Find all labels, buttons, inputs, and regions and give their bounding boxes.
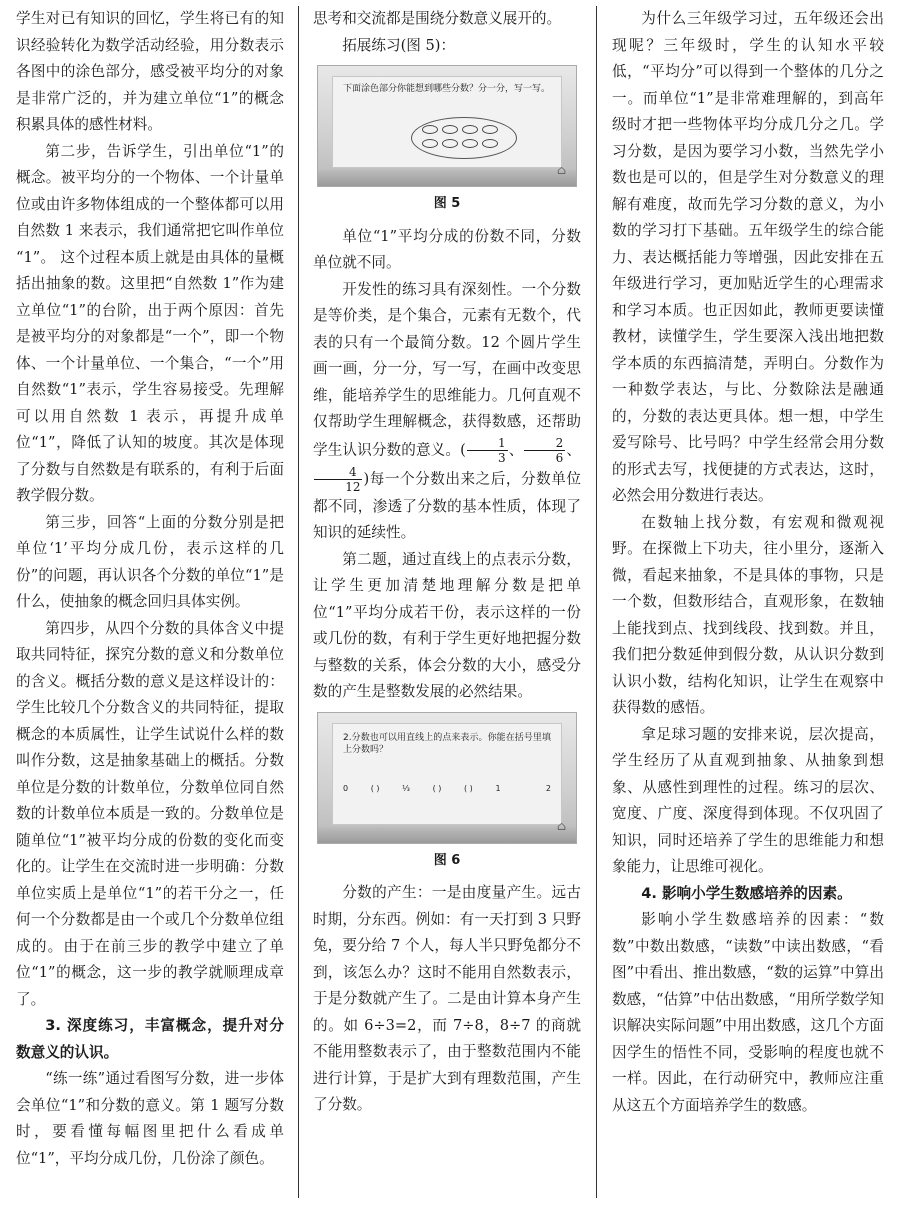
- paragraph-text: )每一个分数出来之后，分数单位都不同，渗透了分数的基本性质，体现了知识的延续性。: [313, 470, 581, 541]
- paragraph: 单位“1”平均分成的份数不同，分数单位就不同。: [313, 227, 581, 271]
- paragraph: 影响小学生数感培养的因素：“数数”中数出数感，“读数”中读出数感，“看图”中看出、推出数感，“数的运算”中算出数感，“估算”中估出数感，“用所学数学知识解决实际问题”中用出数感，这几个方面因学生的悟性不同，受影响的程度也就不一样。因此，在行动研究中，教师应注重从这五个方面培养学生的数感。: [612, 911, 884, 1114]
- figure-caption: 图 6: [433, 852, 461, 868]
- fraction-numerator: 2: [524, 436, 565, 451]
- column-3: [612, 6, 884, 1119]
- fraction-denominator: 12: [345, 479, 361, 494]
- oval-shape: [422, 125, 438, 134]
- column-divider: [298, 6, 299, 1198]
- slide-ground: [318, 170, 576, 186]
- oval-group: [411, 117, 517, 159]
- separator: 、: [508, 441, 524, 458]
- paragraph-text: 开发性的练习具有深刻性。一个分数是等价类，是个集合，元素有无数个，代表的只有一个最简分数。12 个圆片学生画一画，分一分，写一写，在画中改变思维，能培养学生的思维能力。几何直观不仅帮助学生理解概念，获得数感，还帮助学生认识分数的意义。(: [313, 280, 581, 458]
- fraction-denominator: 6: [555, 450, 564, 465]
- oval-shape: [422, 139, 438, 148]
- paragraph: 拿足球习题的安排来说，层次提高，学生经历了从直观到抽象、从抽象到想象、从感性到理性的过程。练习的层次、宽度、广度、深度得到体现。不仅巩固了知识，同时还培养了学生的思维能力和想象能力，让思维可视化。: [612, 725, 884, 875]
- oval-shape: [482, 125, 498, 134]
- house-icon: ⌂: [556, 819, 566, 833]
- paragraph: 拓展练习(图 5)：: [342, 36, 456, 54]
- column-divider: [596, 6, 597, 1198]
- slide-ground: [318, 827, 576, 843]
- figure-6-image: [317, 712, 577, 844]
- fraction: [524, 436, 565, 465]
- paragraph: 在数轴上找分数，有宏观和微观视野。在探微上下功夫，往小里分，逐渐入微，看起来抽象，不是具体的事物，只是一个数，但数形结合，直观形象，在数轴上能找到点、找到线段、找到数。并且，我们把分数延伸到假分数，从认识分数到认识小数，结构化知识，让学生在观察中获得数的感悟。: [612, 513, 884, 716]
- section-heading: 4. 影响小学生数感培养的因素。: [641, 884, 852, 902]
- oval-shape: [462, 139, 478, 148]
- fraction-numerator: 4: [314, 465, 362, 480]
- slide-panel: [332, 76, 562, 168]
- paragraph: “练一练”通过看图写分数，进一步体会单位“1”和分数的意义。第 1 题写分数时，要看懂每幅图里把什么看成单位“1”，平均分成几份，几份涂了颜色。: [16, 1070, 284, 1167]
- column-1: [16, 6, 284, 1172]
- fraction-numerator: 1: [467, 436, 508, 451]
- house-icon: ⌂: [556, 162, 566, 177]
- fraction: [467, 436, 508, 465]
- number-line: 0 ( ) ⅓ ( ) ( ) 1 2: [343, 783, 551, 793]
- figure-6-prompt: 2.分数也可以用直线上的点来表示。你能在括号里填上分数吗？: [343, 732, 551, 755]
- paragraph: 学生对已有知识的回忆，学生将已有的知识经验转化为数学活动经验，用分数表示各图中的涂色部分，感受被平均分的对象是非常广泛的，并为建立单位“1”的概念积累具体的感性材料。: [16, 10, 284, 133]
- paragraph: [313, 277, 581, 547]
- figure-5-prompt: 下面涂色部分你能想到哪些分数？分一分，写一写。: [343, 84, 551, 94]
- paragraph: 第三步，回答“上面的分数分别是把单位‘1’平均分成几份，表示这样的几份”的问题，再认识各个分数的单位“1”是什么，使抽象的概念回归具体实例。: [16, 513, 284, 610]
- paragraph: 第二步，告诉学生，引出单位“1”的概念。被平均分的一个物体、一个计量单位或由许多物体组成的一个整体都可以用自然数 1 来表示，我们通常把它叫作单位 “1”。 这个过程本质上就是由具体的量概括出抽象的数。这里把“自然数 1”作为建立单位“1”的台阶，出于两个原因：首先是被平均分的对象都是“一个”，即一个物体、一个计量单位、一个集合，“一个”用自然数“1”表示，学生容易接受。先理解可以用自然数 1 表示，再提升成单位“1”，降低了认知的坡度。其次是体现了分数与自然数是有联系的，有利于后面教学假分数。: [16, 142, 284, 504]
- column-2: [313, 6, 581, 1119]
- fraction: [314, 465, 362, 494]
- paragraph: 第四步，从四个分数的具体含义中提取共同特征，探究分数的意义和分数单位的含义。概括分数的意义是这样设计的：学生比较几个分数含义的共同特征，提取概念的本质属性，让学生试说什么样的数叫作分数，这是抽象基础上的概括。分数单位是分数的计数单位，分数单位同自然数的计数单位本质是一致的。分数单位是随单位“1”被平均分成的份数的变化而变化的。让学生在交流时进一步明确：分数单位实质上是单位“1”的若干分之一，任何一个分数都是由一个或几个分数单位组成的。由于在前三步的教学中建立了单位“1”的概念，这一步的教学就顺理成章了。: [16, 619, 284, 1008]
- figure-caption: 图 5: [433, 196, 461, 211]
- oval-shape: [462, 125, 478, 134]
- paragraph: 第二题，通过直线上的点表示分数，让学生更加清楚地理解分数是把单位“1”平均分成若干份，表示这样的一份或几份的数，有利于学生更好地把握分数与整数的关系，体会分数的大小，感受分数的产生是整数发展的必然结果。: [313, 550, 581, 700]
- slide-panel: [332, 723, 562, 825]
- paragraph: 思考和交流都是围绕分数意义展开的。: [313, 10, 562, 27]
- paragraph: 为什么三年级学习过，五年级还会出现呢？三年级时，学生的认知水平较低，“平均分”可以得到一个整体的几分之一。而单位“1”是非常难理解的，到高年级时才把一些物体平均分成几分之几。学习分数，是因为要学习小数，当然先学小数也是可以的，但是学生对分数意义的理解有难度，故而先学习分数的意义，为小数的学习打下基础。五年级学生的综合能力、表达概括能力等增强，因此安排在五年级进行学习，更加贴近学生的心理需求和学习本质。也正因如此，教师更要读懂教材，读懂学生，学生要深入浅出地把数学本质的东西搞清楚，弄明白。分数作为一种数学表达，与比、分数除法是融通的，分数的表达更具体。想一想，中学生爱写除号、比号吗？中学生经常会用分数的形式去写，找便捷的方式表达，这时，必然会用分数进行表达。: [612, 10, 884, 504]
- section-heading: 3. 深度练习，丰富概念，提升对分数意义的认识。: [16, 1017, 284, 1061]
- oval-shape: [482, 139, 498, 148]
- fraction-denominator: 3: [497, 450, 506, 465]
- oval-shape: [442, 139, 458, 148]
- oval-shape: [442, 125, 458, 134]
- separator: 、: [566, 441, 581, 458]
- paragraph: 分数的产生：一是由度量产生。远古时期，分东西。例如：有一天打到 3 只野兔，要分给 7 个人，每人半只野兔都分不到，该怎么办？这时不能用自然数表示，于是分数就产生了。二是由计算本身产生的。如 6÷3=2，而 7÷8，8÷7 的商就不能用整数表示了，由于整数范围内不能进行计算，于是扩大到有理数范围，产生了分数。: [313, 884, 581, 1113]
- figure-5-image: [317, 65, 577, 187]
